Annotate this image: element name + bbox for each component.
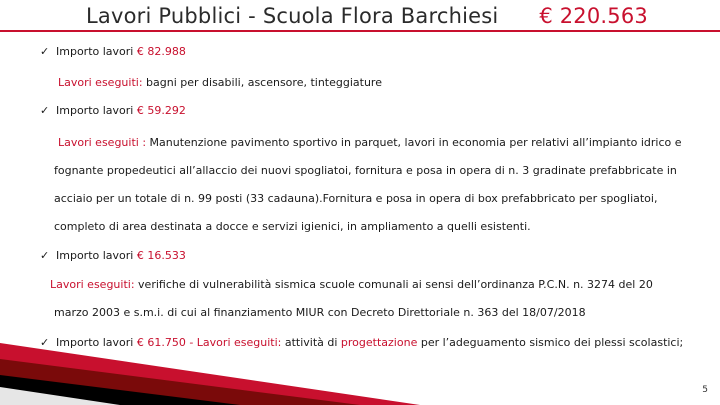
amount-label: Importo lavori [56,45,137,58]
bullet-item-3 [40,249,186,263]
works-text: Manutenzione pavimento sportivo in parquet, lavori in economia per relativi all’impianto idrico e [146,136,682,149]
amount-label: Importo lavori [56,336,137,349]
works-text-end: per l’adeguamento sismico dei plessi scolastici; [417,336,684,349]
bullet-item-1 [40,45,186,59]
title-text: Lavori Pubblici - Scuola Flora Barchiesi [86,4,499,28]
amount-value: € 16.533 [136,249,186,262]
page-number: 5 [702,385,708,395]
bullet-item-2 [40,104,186,118]
works-label: Lavori eseguiti: [50,278,135,291]
works-label: Lavori eseguiti : [58,136,147,149]
title-amount: € 220.563 [539,4,648,28]
works-line-2a [58,136,682,150]
check-icon: ✓ [40,104,50,117]
corner-decoration [0,335,420,405]
works-line-2b: fognante propedeutici all’allaccio dei nuovi spogliatoi, fornitura e posa in opera di n. 3 gradinate prefabbricate in [54,164,677,177]
works-text: bagni per disabili, ascensore, tinteggiature [142,76,382,89]
works-line-1 [58,76,382,90]
works-line-2c: acciaio per un totale di n. 99 posti (33 cadauna).Fornitura e posa in opera di box prefabbricato per spogliatoi, [54,192,658,205]
check-icon: ✓ [40,249,50,262]
amount-value: € 82.988 [136,45,186,58]
works-line-3b: marzo 2003 e s.m.i. di cui al finanziamento MIUR con Decreto Direttoriale n. 363 del 18/07/2018 [54,306,586,319]
works-line-2d: completo di area destinata a docce e servizi igienici, in ampliamento a quelli esistenti. [54,220,531,233]
amount-value: € 61.750 - Lavori eseguiti: [136,336,282,349]
amount-label: Importo lavori [56,104,137,117]
title-underline [0,30,720,32]
slide-title [86,4,648,28]
highlight-text: progettazione [340,336,418,349]
amount-label: Importo lavori [56,249,137,262]
works-label: Lavori eseguiti: [58,76,143,89]
works-line-3a [50,278,653,292]
check-icon: ✓ [40,45,50,58]
amount-value: € 59.292 [136,104,186,117]
works-text: verifiche di vulnerabilità sismica scuole comunali ai sensi dell’ordinanza P.C.N. n. 3274 del 20 [134,278,653,291]
works-text: attività di [281,336,341,349]
check-icon: ✓ [40,336,50,349]
